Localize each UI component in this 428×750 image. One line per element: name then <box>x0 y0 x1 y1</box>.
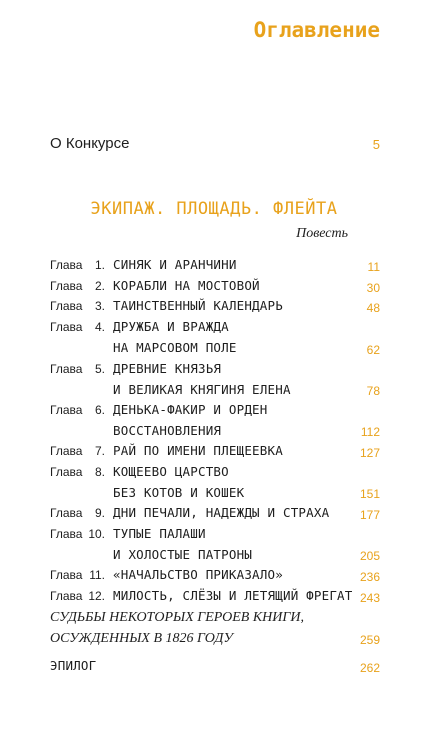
chapter-page: 127 <box>359 446 380 460</box>
chapter-title-continued[interactable]: И ХОЛОСТЫЕ ПАТРОНЫ <box>113 547 253 562</box>
chapter-word: Глава <box>50 506 83 520</box>
chapter-title[interactable]: МИЛОСТЬ, СЛЁЗЫ И ЛЕТЯЩИЙ ФРЕГАТ <box>113 588 353 603</box>
chapter-title[interactable]: ДРЕВНИЕ КНЯЗЬЯ <box>113 361 222 376</box>
chapter-word: Глава <box>50 465 83 479</box>
chapter-word: Глава <box>50 527 83 541</box>
chapter-title[interactable]: РАЙ ПО ИМЕНИ ПЛЕЩЕЕВКА <box>113 443 283 458</box>
chapter-number: 5. <box>94 362 105 376</box>
toc-entry-intro[interactable]: О Конкурсе <box>50 135 130 152</box>
chapter-page: 177 <box>359 508 380 522</box>
chapter-page: 243 <box>359 591 380 605</box>
chapter-number: 2. <box>94 279 105 293</box>
chapter-word: Глава <box>50 258 83 272</box>
toc-page-epilogue: 262 <box>359 661 380 675</box>
chapter-page: 205 <box>359 549 380 563</box>
chapter-word: Глава <box>50 299 83 313</box>
chapter-word: Глава <box>50 444 83 458</box>
chapter-title[interactable]: «НАЧАЛЬСТВО ПРИКАЗАЛО» <box>113 567 283 582</box>
chapter-page: 11 <box>367 260 380 274</box>
toc-entry-fates-continued[interactable]: ОСУЖДЕННЫХ В 1826 ГОДУ <box>50 631 233 646</box>
chapter-page: 78 <box>366 384 380 398</box>
chapter-title[interactable]: ДНИ ПЕЧАЛИ, НАДЕЖДЫ И СТРАХА <box>113 505 330 520</box>
chapter-number: 6. <box>94 403 105 417</box>
toc-page-intro: 5 <box>372 137 380 152</box>
chapter-page: 151 <box>359 487 380 501</box>
chapter-number: 11. <box>89 568 105 582</box>
chapter-number: 1. <box>94 258 105 272</box>
chapter-number: 4. <box>94 320 105 334</box>
chapter-page: 236 <box>359 570 380 584</box>
chapter-title-continued[interactable]: И ВЕЛИКАЯ КНЯГИНЯ ЕЛЕНА <box>113 382 291 397</box>
chapter-title-continued[interactable]: ВОССТАНОВЛЕНИЯ <box>113 423 222 438</box>
chapter-number: 10. <box>88 527 105 541</box>
chapter-word: Глава <box>50 568 83 582</box>
chapter-page: 30 <box>366 281 380 295</box>
chapter-number: 12. <box>88 589 105 603</box>
chapter-word: Глава <box>50 279 83 293</box>
chapter-number: 9. <box>94 506 105 520</box>
toc-page-fates: 259 <box>359 633 380 647</box>
chapter-title[interactable]: ТУПЫЕ ПАЛАШИ <box>113 526 206 541</box>
part-subtitle: Повесть <box>296 226 348 241</box>
toc-entry-epilogue[interactable]: ЭПИЛОГ <box>50 658 97 673</box>
chapter-number: 3. <box>94 299 105 313</box>
chapter-title[interactable]: КОЩЕЕВО ЦАРСТВО <box>113 464 229 479</box>
chapter-word: Глава <box>50 362 83 376</box>
chapter-page: 112 <box>360 425 380 439</box>
chapter-number: 7. <box>94 444 105 458</box>
chapter-title[interactable]: ДЕНЬКА-ФАКИР И ОРДЕН <box>113 402 268 417</box>
chapter-title[interactable]: СИНЯК И АРАНЧИНИ <box>113 257 237 272</box>
chapter-title-continued[interactable]: НА МАРСОВОМ ПОЛЕ <box>113 340 237 355</box>
chapter-title[interactable]: ТАИНСТВЕННЫЙ КАЛЕНДАРЬ <box>113 298 283 313</box>
chapter-word: Глава <box>50 403 83 417</box>
chapter-number: 8. <box>94 465 105 479</box>
chapter-page: 62 <box>366 343 380 357</box>
chapter-title[interactable]: КОРАБЛИ НА МОСТОВОЙ <box>113 278 260 293</box>
toc-entry-fates[interactable]: СУДЬБЫ НЕКОТОРЫХ ГЕРОЕВ КНИГИ, <box>50 610 304 625</box>
chapter-word: Глава <box>50 320 83 334</box>
chapter-title[interactable]: ДРУЖБА И ВРАЖДА <box>113 319 229 334</box>
chapter-word: Глава <box>50 589 83 603</box>
part-title: ЭКИПАЖ. ПЛОЩАДЬ. ФЛЕЙТА <box>90 199 338 219</box>
chapter-page: 48 <box>366 301 380 315</box>
page-title: Оглавление <box>253 18 380 42</box>
chapter-title-continued[interactable]: БЕЗ КОТОВ И КОШЕК <box>113 485 245 500</box>
